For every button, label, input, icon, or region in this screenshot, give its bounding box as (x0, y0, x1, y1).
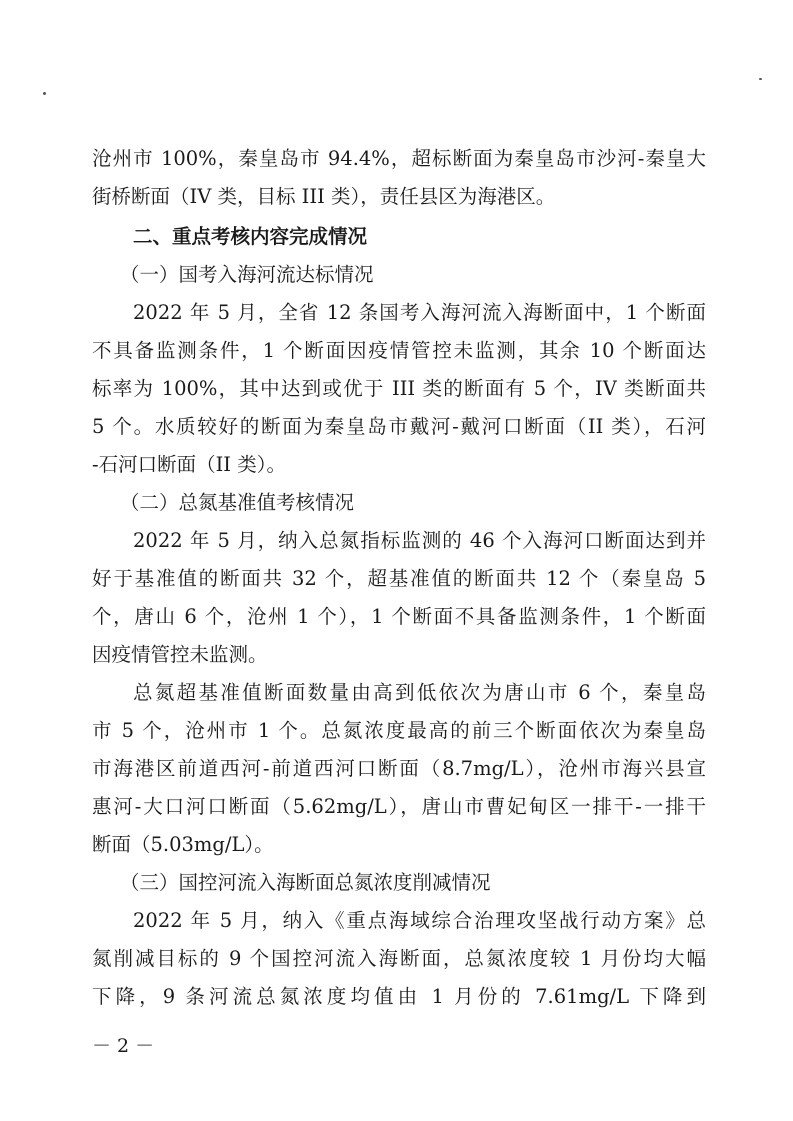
page-number: － 2 － (92, 1035, 155, 1057)
body-line: 惠河-大口河口断面（5.62mg/L），唐山市曹妃甸区一排干-一排干 (92, 795, 706, 818)
scan-speck (43, 92, 46, 95)
body-line: 2022 年 5 月，纳入总氮指标监测的 46 个入海河口断面达到并 (133, 529, 706, 552)
body-line: 5 个。水质较好的断面为秦皇岛市戴河-戴河口断面（II 类），石河 (92, 415, 706, 438)
body-line: 市海港区前道西河-前道西河口断面（8.7mg/L），沧州市海兴县宣 (92, 757, 706, 780)
body-line: 不具备监测条件，1 个断面因疫情管控未监测，其余 10 个断面达 (92, 339, 706, 362)
body-line: 氮削减目标的 9 个国控河流入海断面，总氮浓度较 1 月份均大幅 (92, 947, 706, 970)
body-line: 沧州市 100%，秦皇岛市 94.4%，超标断面为秦皇岛市沙河-秦皇大 (92, 147, 706, 170)
body-line: 总氮超基准值断面数量由高到低依次为唐山市 6 个，秦皇岛 (133, 681, 706, 704)
body-line: 因疫情管控未监测。 (92, 643, 268, 666)
body-line: 市 5 个，沧州市 1 个。总氮浓度最高的前三个断面依次为秦皇岛 (92, 719, 706, 742)
body-line: 好于基准值的断面共 32 个，超基准值的断面共 12 个（秦皇岛 5 (92, 567, 706, 590)
body-line: 2022 年 5 月，全省 12 条国考入海河流入海断面中，1 个断面 (133, 301, 706, 324)
body-line: 断面（5.03mg/L）。 (92, 833, 274, 856)
section-heading: 二、重点考核内容完成情况 (133, 225, 368, 248)
subsection-heading: （一）国考入海河流达标情况 (120, 263, 374, 286)
body-line: -石河口断面（II 类）。 (92, 453, 286, 476)
body-line: 下降，9 条河流总氮浓度均值由 1 月份的 7.61mg/L 下降到 (92, 985, 706, 1008)
subsection-heading: （二）总氮基准值考核情况 (120, 491, 355, 514)
body-line: 街桥断面（IV 类，目标 III 类），责任县区为海港区。 (92, 185, 556, 208)
body-line: 标率为 100%，其中达到或优于 III 类的断面有 5 个，IV 类断面共 (92, 377, 706, 400)
body-line: 个，唐山 6 个，沧州 1 个），1 个断面不具备监测条件，1 个断面 (92, 605, 706, 628)
scan-speck (759, 78, 762, 80)
body-line: 2022 年 5 月，纳入《重点海域综合治理攻坚战行动方案》总 (133, 909, 706, 932)
subsection-heading: （三）国控河流入海断面总氮浓度削减情况 (120, 871, 491, 894)
